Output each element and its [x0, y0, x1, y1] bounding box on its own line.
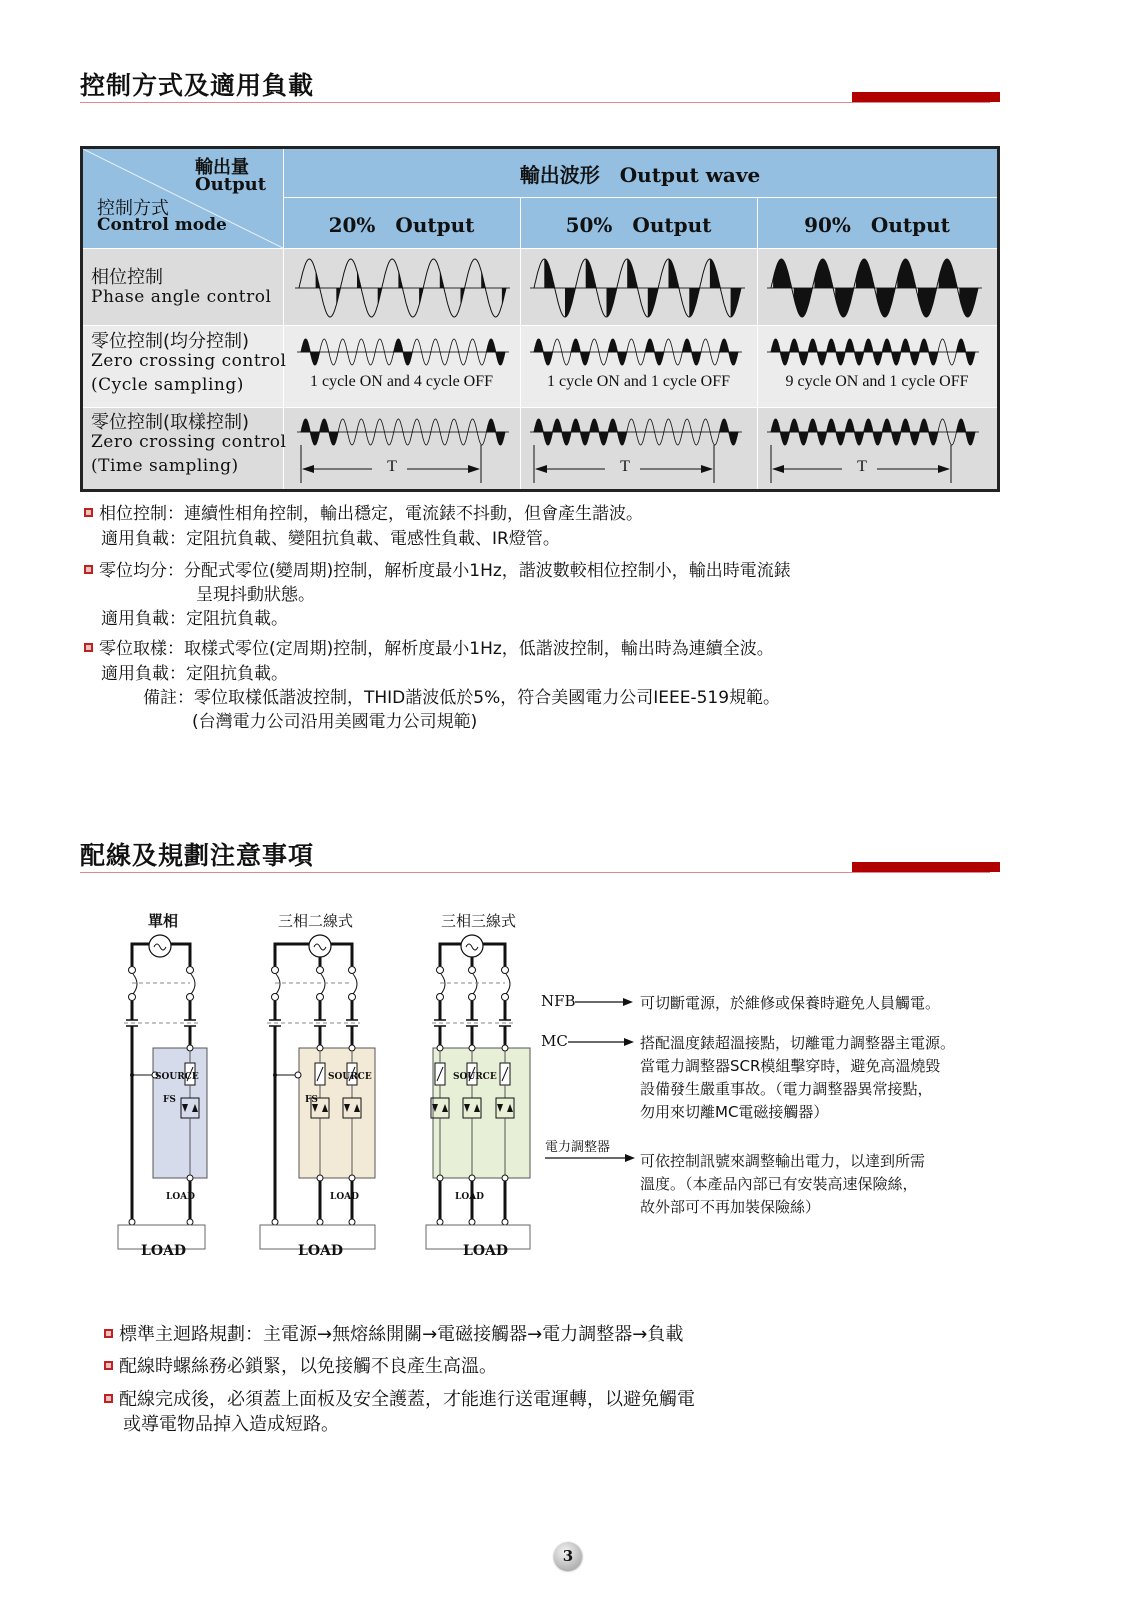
wave-fill [918, 288, 937, 317]
wave-cycle-on [845, 419, 864, 445]
note-label: 零位取樣： [99, 639, 184, 659]
wave-fill [959, 288, 978, 317]
note-label: 適用負載： [101, 529, 186, 549]
wave-cycle-on [608, 339, 627, 365]
note-text: 連續性相角控制，輸出穩定，電流錶不抖動，但會產生諧波。 [184, 504, 643, 524]
col-header-20: 20% Output [328, 213, 475, 237]
load-label: LOAD [298, 1243, 344, 1259]
wave-fill [731, 288, 741, 317]
wave-cycle-on [571, 419, 590, 445]
wiring-bullet [104, 1385, 695, 1411]
note-line [196, 580, 315, 605]
wave-fill [773, 259, 792, 288]
diagram-title: 三相三線式 [441, 912, 517, 930]
note-text: 定阻抗負載。 [186, 609, 288, 629]
section-accent-bar [852, 92, 1000, 102]
note-text: 定阻抗負載、變阻抗負載、電感性負載、IR燈管。 [186, 529, 560, 549]
note-label: 適用負載： [101, 664, 186, 684]
note-label: 相位控制： [99, 504, 184, 524]
mode-label-en-sub: (Cycle sampling) [91, 375, 244, 395]
inner-load-label: LOAD [166, 1192, 195, 1202]
period-arrow [767, 445, 979, 485]
note-line [84, 499, 643, 524]
mode-label-en: Phase angle control [91, 287, 272, 307]
wave-cycle-on [919, 339, 938, 365]
phase-wave-20 [295, 255, 510, 321]
page-number: 3 [562, 1547, 574, 1565]
time-wave-50 [530, 417, 742, 447]
cycle-wave-20 [297, 337, 509, 367]
period-arrow [530, 445, 742, 485]
wave-cycle-on [827, 339, 846, 365]
bullet-icon [104, 1361, 113, 1370]
source-label: SOURCE [453, 1072, 497, 1082]
mc-label: MC [541, 1032, 568, 1050]
regulator-label: 電力調整器 [545, 1140, 611, 1155]
control-mode-table [80, 146, 1000, 492]
mode-label-cn: 零位控制(均分控制) [91, 331, 250, 352]
note-line [101, 604, 288, 629]
wave-cycle-on [882, 419, 901, 445]
wiring-bullet [104, 1352, 497, 1378]
load-label: LOAD [141, 1243, 187, 1259]
corner-mode-en: Control mode [97, 215, 227, 235]
wave-cycle-on [845, 339, 864, 365]
source-label: SOURCE [328, 1072, 372, 1082]
section-accent-bar [852, 862, 1000, 872]
corner-mode-cn: 控制方式 [97, 198, 169, 219]
note-text: (台灣電力公司沿用美國電力公司規範) [192, 712, 478, 732]
col-header-90: 90% Output [804, 213, 950, 237]
wave-cycle-on [919, 419, 938, 445]
wave-cycle-on [301, 419, 320, 445]
mc-desc: 勿用來切離MC電磁接觸器） [640, 1103, 829, 1121]
mode-label-cn: 零位控制(取樣控制) [91, 412, 250, 433]
section-title-control: 控制方式及適用負載 [80, 71, 315, 100]
fs-label: FS [305, 1095, 318, 1105]
note-label: 零位均分： [99, 561, 184, 581]
note-text: 零位取樣低諧波控制，THID諧波低於5%，符合美國電力公司IEEE-519規範。 [194, 688, 781, 708]
wave-fill [565, 288, 575, 317]
wave-fill [815, 259, 834, 288]
note-text: 呈現抖動狀態。 [196, 585, 315, 605]
wave-cycle-on [645, 339, 664, 365]
note-line [84, 556, 791, 581]
wave-cycle-on [790, 339, 809, 365]
source-label: SOURCE [155, 1072, 199, 1082]
note-line [192, 707, 477, 732]
corner-output-cn: 輸出量 [195, 157, 249, 178]
wave-fill [607, 288, 617, 317]
wave-cycle-on [608, 419, 627, 445]
wave-cycle-on [487, 419, 506, 445]
cycle-caption: 1 cycle ON and 4 cycle OFF [309, 373, 494, 390]
note-line [101, 524, 560, 549]
wave-cycle-on [771, 339, 790, 365]
wave-fill [939, 259, 958, 288]
note-text: 分配式零位(變周期)控制，解析度最小1Hz，諧波數較相位控制小，輸出時電流錶 [184, 561, 791, 581]
cycle-wave-50 [530, 337, 742, 367]
period-label: T [387, 458, 397, 475]
corner-output-en: Output [195, 174, 267, 195]
fs-label: FS [163, 1095, 176, 1105]
wave-cycle-on [534, 339, 553, 365]
wave-cycle-on [720, 339, 739, 365]
diagram-title: 三相二線式 [278, 912, 354, 930]
inner-load-label: LOAD [455, 1192, 484, 1202]
bullet-text: 標準主迴路規劃：主電源→無熔絲開關→電磁接觸器→電力調整器→負載 [119, 1324, 684, 1345]
diagram-title: 單相 [148, 912, 179, 930]
note-text: 取樣式零位(定周期)控制，解析度最小1Hz，低諧波控制，輸出時為連續全波。 [184, 639, 774, 659]
bullet-text: 或導電物品掉入造成短路。 [123, 1414, 339, 1435]
wave-fill [669, 259, 679, 288]
section-title-wiring: 配線及規劃注意事項 [80, 841, 315, 870]
wave-cycle-on [301, 339, 320, 365]
wave-cycle-on [553, 419, 572, 445]
regulator-desc: 溫度。（本產品內部已有安裝高速保險絲， [640, 1175, 918, 1193]
wave-cycle-on [771, 419, 790, 445]
cycle-caption: 9 cycle ON and 1 cycle OFF [785, 373, 969, 390]
mode-label-en: Zero crossing control [91, 351, 287, 371]
wave-cycle-on [320, 419, 339, 445]
period-arrow [297, 445, 509, 485]
section-rule [80, 102, 990, 103]
wave-fill [586, 259, 596, 288]
bullet-text: 配線完成後，必須蓋上面板及安全護蓋，才能進行送電運轉，以避免觸電 [119, 1389, 695, 1410]
arrow-icon [568, 1036, 636, 1048]
note-label: 備註： [143, 688, 194, 708]
wave-cycle-on [394, 339, 413, 365]
period-label: T [620, 458, 630, 475]
section-rule [80, 872, 990, 873]
wave-cycle-on [864, 419, 883, 445]
mc-desc: 搭配溫度錶超溫接點，切離電力調整器主電源。 [640, 1034, 956, 1052]
wave-cycle-on [827, 419, 846, 445]
wave-fill [710, 259, 720, 288]
wave-cycle-on [720, 419, 739, 445]
note-line [143, 683, 780, 708]
phase-wave-90 [767, 255, 982, 321]
cycle-wave-90 [767, 337, 979, 367]
time-wave-20 [297, 417, 509, 447]
wave-fill [648, 288, 658, 317]
bullet-icon [84, 643, 93, 652]
note-line [84, 634, 774, 659]
mode-label-en: Zero crossing control [91, 432, 287, 452]
wave-cycle-on [901, 339, 920, 365]
wave-cycle-on [590, 419, 609, 445]
note-text: 定阻抗負載。 [186, 664, 288, 684]
regulator-desc: 可依控制訊號來調整輸出電力，以達到所需 [640, 1152, 926, 1170]
wave-cycle-on [808, 339, 827, 365]
wave-fill [835, 288, 854, 317]
arrow-icon [545, 1152, 637, 1164]
note-line [101, 659, 288, 684]
col-header-50: 50% Output [565, 213, 712, 237]
wave-cycle-on [864, 339, 883, 365]
note-label: 適用負載： [101, 609, 186, 629]
page-number-badge [554, 1542, 582, 1570]
regulator-desc: 故外部可不再加裝保險絲） [640, 1198, 821, 1216]
wave-fill [689, 288, 699, 317]
wave-cycle-on [901, 419, 920, 445]
wiring-bullet [104, 1320, 683, 1346]
nfb-desc: 可切斷電源，於維修或保養時避免人員觸電。 [640, 994, 941, 1012]
cycle-caption: 1 cycle ON and 1 cycle OFF [546, 373, 731, 390]
load-label: LOAD [463, 1243, 509, 1259]
mode-label-en-sub: (Time sampling) [91, 456, 239, 476]
phase-wave-50 [530, 255, 745, 321]
wave-fill [877, 288, 896, 317]
wave-cycle-on [534, 419, 553, 445]
bullet-text: 配線時螺絲務必鎖緊，以免接觸不良產生高溫。 [119, 1356, 497, 1377]
wave-cycle-on [957, 339, 976, 365]
arrow-icon [575, 996, 635, 1008]
wave-fill [897, 259, 916, 288]
nfb-label: NFB [541, 992, 576, 1010]
mode-label-cn: 相位控制 [91, 267, 163, 288]
wave-fill [627, 259, 637, 288]
wave-fill [544, 259, 554, 288]
wave-cycle-on [808, 419, 827, 445]
period-label: T [857, 458, 867, 475]
wave-fill [856, 259, 875, 288]
wave-cycle-on [487, 339, 506, 365]
bullet-icon [104, 1394, 113, 1403]
mc-desc: 設備發生嚴重事故。（電力調整器異常接點， [640, 1080, 933, 1098]
wave-cycle-on [790, 419, 809, 445]
time-wave-90 [767, 417, 979, 447]
wave-cycle-on [682, 339, 701, 365]
wave-cycle-on [571, 339, 590, 365]
wiring-bullet-cont [123, 1410, 339, 1436]
output-wave-header: 輸出波形 Output wave [519, 163, 761, 187]
power-regulator-module [299, 1048, 375, 1178]
wave-cycle-on [957, 419, 976, 445]
mc-desc: 當電力調整器SCR模組擊穿時，避免高溫燒毀 [640, 1057, 941, 1075]
bullet-icon [104, 1329, 113, 1338]
bullet-icon [84, 565, 93, 574]
bullet-icon [84, 508, 93, 517]
wave-cycle-on [882, 339, 901, 365]
inner-load-label: LOAD [330, 1192, 359, 1202]
wave-fill [794, 288, 813, 317]
